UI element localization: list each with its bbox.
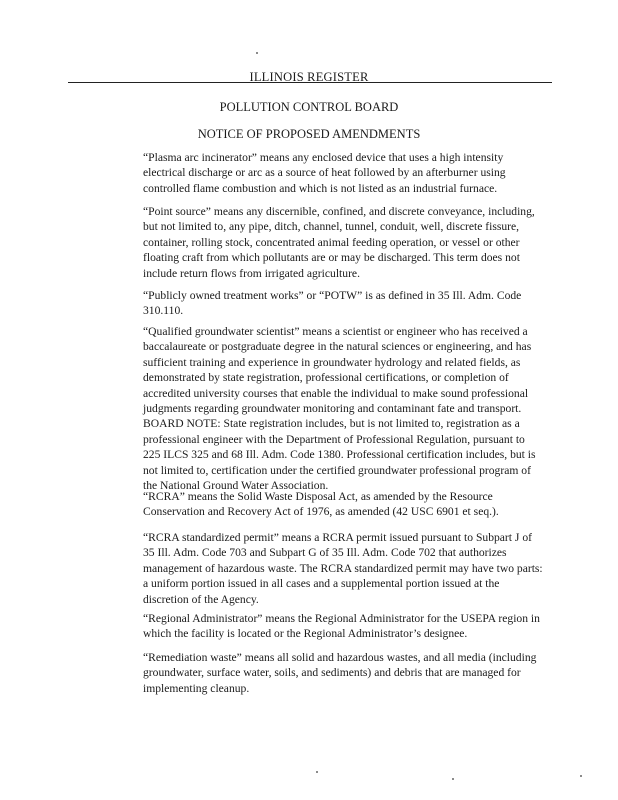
definition-text: “Point source” means any discernible, confined, and discrete conveyance, including, but not limited to, any pipe, ditch, channel, tunnel, conduit, well, discrete fissure, container, rolling stock, concentrated animal feeding operation, or vessel or other floating craft from which pollutants are or may be discharged. This term does not include return flows from irrigated agriculture. bbox=[143, 205, 535, 280]
definition-potw bbox=[143, 288, 543, 319]
board-note: BOARD NOTE: State registration includes, but is not limited to, registration as a professional engineer with the Department of Professional Regulation, pursuant to 225 ILCS 325 and 68 Ill. Adm. Code 1380. Professional certification includes, but is not limited to, certification under the certified groundwater professional program of the National Ground Water Association. bbox=[143, 417, 536, 493]
definition-text: “Qualified groundwater scientist” means a scientist or engineer who has received a baccalaureate or postgraduate degree in the natural sciences or engineering, and has sufficient training and experience in groundwater hydrology and related fields, as demonstrated by state registration, professional certifications, or completion of accredited university courses that enable the individual to make sound professional judgments regarding groundwater monitoring and contaminant fate and transport. bbox=[143, 325, 532, 416]
definition-rcra bbox=[143, 489, 543, 520]
definition-text: “Publicly owned treatment works” or “POTW” is as defined in 35 Ill. Adm. Code 310.110. bbox=[143, 289, 522, 318]
definition-plasma-arc-incinerator bbox=[143, 150, 543, 196]
board-title: POLLUTION CONTROL BOARD bbox=[219, 100, 399, 114]
definition-text: “Remediation waste” means all solid and hazardous wastes, and all media (including groundwater, surface water, soils, and sediments) and debris that are managed for implementing cleanup. bbox=[143, 651, 537, 695]
definition-text: “RCRA” means the Solid Waste Disposal Act, as amended by the Resource Conservation and Recovery Act of 1976, as amended (42 USC 6901 et seq.). bbox=[143, 490, 499, 519]
scan-speck bbox=[256, 52, 258, 54]
scan-speck bbox=[316, 771, 318, 773]
definition-remediation-waste bbox=[143, 650, 543, 696]
definition-regional-administrator bbox=[143, 611, 543, 642]
definition-qualified-groundwater-scientist bbox=[143, 324, 543, 493]
definition-text: “Plasma arc incinerator” means any enclosed device that uses a high intensity electrical discharge or arc as a source of heat followed by an afterburner using controlled flame combustion and which is not listed as an industrial furnace. bbox=[143, 151, 506, 195]
definition-text: “Regional Administrator” means the Regional Administrator for the USEPA region in which the facility is located or the Regional Administrator’s designee. bbox=[143, 612, 540, 641]
definition-rcra-standardized-permit bbox=[143, 530, 543, 607]
register-title: ILLINOIS REGISTER bbox=[249, 70, 369, 84]
definition-text: “RCRA standardized permit” means a RCRA permit issued pursuant to Subpart J of 35 Ill. Adm. Code 703 and Subpart G of 35 Ill. Adm. Code 702 that authorizes management of hazardous waste. The RCRA standardized permit may have two parts: a uniform portion issued in all cases and a supplemental portion issued at the discretion of the Agency. bbox=[143, 531, 543, 606]
scan-speck bbox=[580, 775, 582, 777]
notice-title: NOTICE OF PROPOSED AMENDMENTS bbox=[197, 127, 421, 141]
definition-point-source bbox=[143, 204, 543, 281]
header-rule bbox=[68, 82, 552, 83]
scan-speck bbox=[452, 778, 454, 780]
